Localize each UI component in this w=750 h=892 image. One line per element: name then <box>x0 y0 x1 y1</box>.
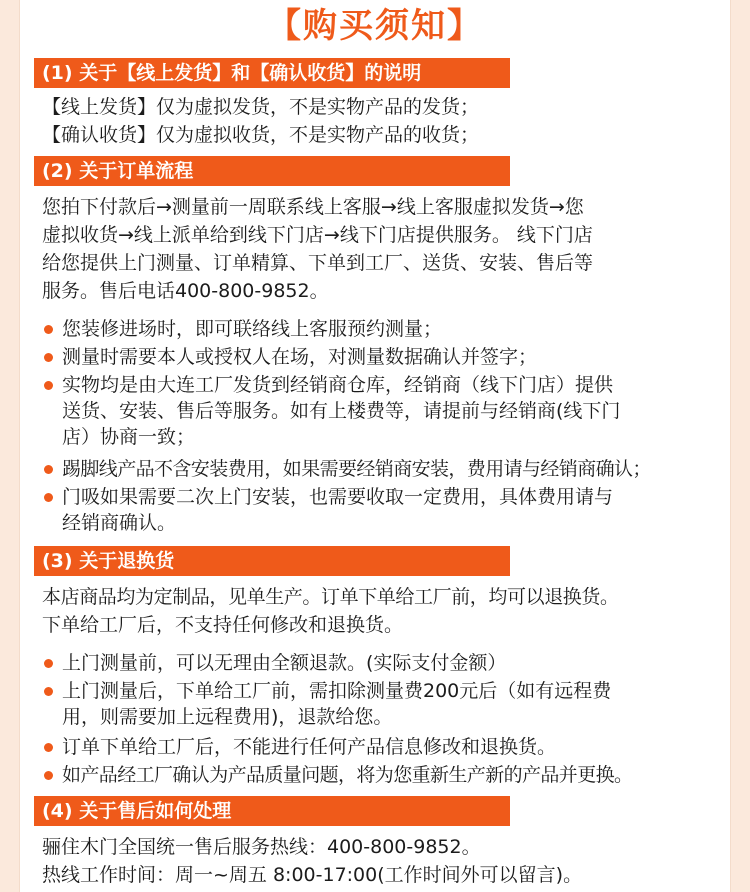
section-4-heading: (4) 关于售后如何处理 <box>34 796 510 826</box>
bullet-dot-icon <box>44 493 53 502</box>
bullet-dot-icon <box>44 353 53 362</box>
section-3-bullet-3: 订单下单给工厂后，不能进行任何产品信息修改和退换货。 <box>44 734 718 760</box>
section-2-line-2: 虚拟收货→线上派单给到线下门店→线下门店提供服务。 线下门店 <box>42 224 593 246</box>
section-3-bullet-4: 如产品经工厂确认为产品质量问题，将为您重新生产新的产品并更换。 <box>44 762 718 788</box>
section-2-bullet-2: 测量时需要本人或授权人在场，对测量数据确认并签字； <box>44 344 718 370</box>
section-1-line-1: 【线上发货】仅为虚拟发货，不是实物产品的发货； <box>42 96 480 118</box>
bullet-dot-icon <box>44 771 53 780</box>
bullet-dot-icon <box>44 465 53 474</box>
bullet-dot-icon <box>44 743 53 752</box>
section-2-bullet-1: 您装修进场时，即可联络线上客服预约测量； <box>44 316 718 342</box>
section-2-line-4: 服务。售后电话400-800-9852。 <box>42 280 329 302</box>
page-title: 【购买须知】 <box>267 6 483 46</box>
section-3-bullet-1: 上门测量前，可以无理由全额退款。(实际支付金额） <box>44 650 718 676</box>
section-3-line-2: 下单给工厂后，不支持任何修改和退换货。 <box>42 614 404 636</box>
section-2-bullet-3: 实物均是由大连工厂发货到经销商仓库，经销商（线下门店）提供 送货、安装、售后等服务。如有上楼费等，请提前与经销商(线下门 店）协商一致； <box>44 372 718 450</box>
section-2-line-1: 您拍下付款后→测量前一周联系线上客服→线上客服虚拟发货→您 <box>42 196 584 218</box>
section-3-heading: (3) 关于退换货 <box>34 546 510 576</box>
section-1-line-2: 【确认收货】仅为虚拟收货，不是实物产品的收货； <box>42 124 480 146</box>
bullet-dot-icon <box>44 659 53 668</box>
section-2-bullet-4: 踢脚线产品不含安装费用，如果需要经销商安装，费用请与经销商确认； <box>44 456 718 482</box>
section-2-bullet-5: 门吸如果需要二次上门安装，也需要收取一定费用，具体费用请与 经销商确认。 <box>44 484 718 536</box>
bullet-dot-icon <box>44 687 53 696</box>
section-2-heading: (2) 关于订单流程 <box>34 156 510 186</box>
section-4-line-1: 骊住木门全国统一售后服务热线：400-800-9852。 <box>42 836 481 858</box>
section-3-line-1: 本店商品均为定制品，见单生产。订单下单给工厂前，均可以退换货。 <box>42 586 619 608</box>
bullet-dot-icon <box>44 325 53 334</box>
section-3-bullet-2: 上门测量后，下单给工厂前，需扣除测量费200元后（如有远程费 用，则需要加上远程费用)，退款给您。 <box>44 678 718 730</box>
section-4-line-2: 热线工作时间：周一~周五 8:00-17:00(工作时间外可以留言)。 <box>42 864 583 886</box>
section-2-line-3: 给您提供上门测量、订单精算、下单到工厂、送货、安装、售后等 <box>42 252 594 274</box>
bullet-dot-icon <box>44 381 53 390</box>
section-1-heading: (1) 关于【线上发货】和【确认收货】的说明 <box>34 58 510 88</box>
